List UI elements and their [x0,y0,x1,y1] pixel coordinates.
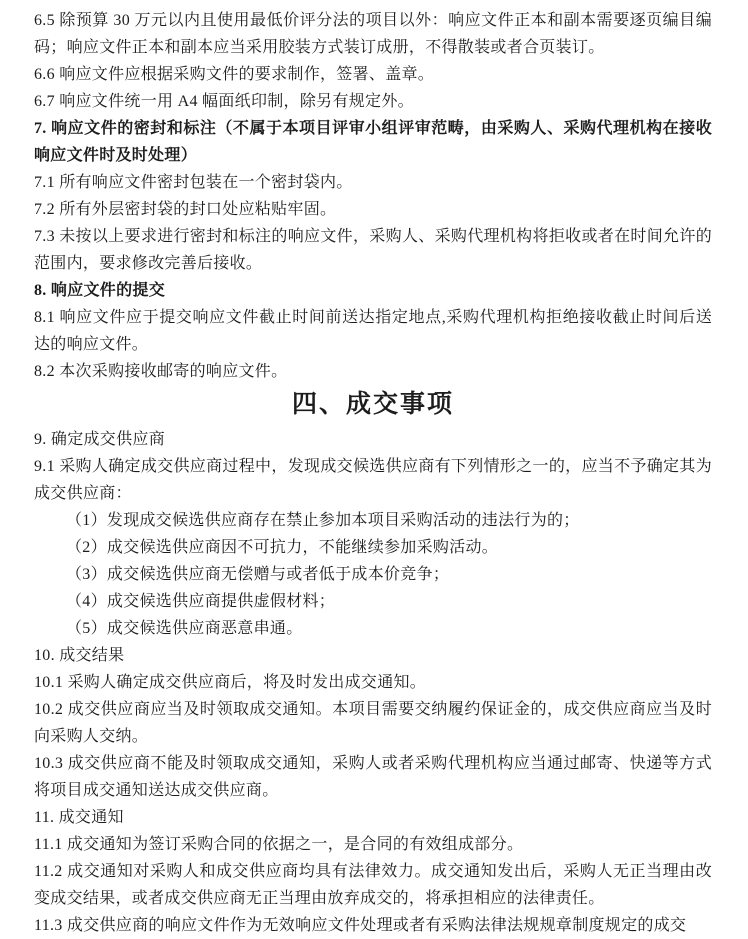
clause-6-7: 6.7 响应文件统一用 A4 幅面纸印制，除另有规定外。 [34,93,414,110]
subclause-9-1-item-3: （3）成交候选供应商无偿赠与或者低于成本价竞争； [66,566,450,583]
section-heading-8-submission: 8. 响应文件的提交 [34,282,166,299]
clause-6-5: 6.5 除预算 30 万元以内且使用最低价评分法的项目以外：响应文件正本和副本需要逐页编目编码；响应文件正本和副本应当采用胶装方式装订成册，不得散装或者合页装订。 [34,12,712,56]
clause-11-1: 11.1 成交通知为签订采购合同的依据之一，是合同的有效组成部分。 [34,836,524,853]
section-9-determine-supplier: 9. 确定成交供应商 [34,431,166,448]
clause-7-1: 7.1 所有响应文件密封包装在一个密封袋内。 [34,174,353,191]
clause-10-3: 10.3 成交供应商不能及时领取成交通知，采购人或者采购代理机构应当通过邮寄、快递等方式将项目成交通知送达成交供应商。 [34,755,712,799]
clause-7-3: 7.3 未按以上要求进行密封和标注的响应文件，采购人、采购代理机构将拒收或者在时间允许的范围内，要求修改完善后接收。 [34,228,712,272]
clause-8-2: 8.2 本次采购接收邮寄的响应文件。 [34,363,288,380]
subclause-9-1-item-2: （2）成交候选供应商因不可抗力，不能继续参加采购活动。 [66,539,499,556]
clause-9-1: 9.1 采购人确定成交供应商过程中，发现成交候选供应商有下列情形之一的，应当不予确定其为成交供应商： [34,458,712,502]
chapter-heading-4-transaction-matters: 四、成交事项 [291,391,454,418]
clause-6-6: 6.6 响应文件应根据采购文件的要求制作，签署、盖章。 [34,66,435,83]
subclause-9-1-item-1: （1）发现成交候选供应商存在禁止参加本项目采购活动的违法行为的； [66,512,580,529]
subclause-9-1-item-4: （4）成交候选供应商提供虚假材料； [66,593,336,610]
document-body [34,7,712,939]
subclause-9-1-item-5: （5）成交候选供应商恶意串通。 [66,620,303,637]
section-10-transaction-result: 10. 成交结果 [34,647,125,664]
clause-10-2: 10.2 成交供应商应当及时领取成交通知。本项目需要交纳履约保证金的，成交供应商应当及时向采购人交纳。 [34,701,712,745]
section-heading-7-sealing-marking: 7. 响应文件的密封和标注（不属于本项目评审小组评审范畴，由采购人、采购代理机构在接收响应文件时及时处理） [34,120,712,164]
clause-11-3: 11.3 成交供应商的响应文件作为无效响应文件处理或者有采购法律法规规章制度规定的成交 [34,917,687,934]
clause-10-1: 10.1 采购人确定成交供应商后，将及时发出成交通知。 [34,674,427,691]
clause-7-2: 7.2 所有外层密封袋的封口处应粘贴牢固。 [34,201,337,218]
clause-11-2: 11.2 成交通知对采购人和成交供应商均具有法律效力。成交通知发出后，采购人无正当理由改变成交结果，或者成交供应商无正当理由放弃成交的，将承担相应的法律责任。 [34,863,712,907]
clause-8-1: 8.1 响应文件应于提交响应文件截止时间前送达指定地点,采购代理机构拒绝接收截止时间后送达的响应文件。 [34,309,712,353]
section-11-transaction-notice: 11. 成交通知 [34,809,124,826]
